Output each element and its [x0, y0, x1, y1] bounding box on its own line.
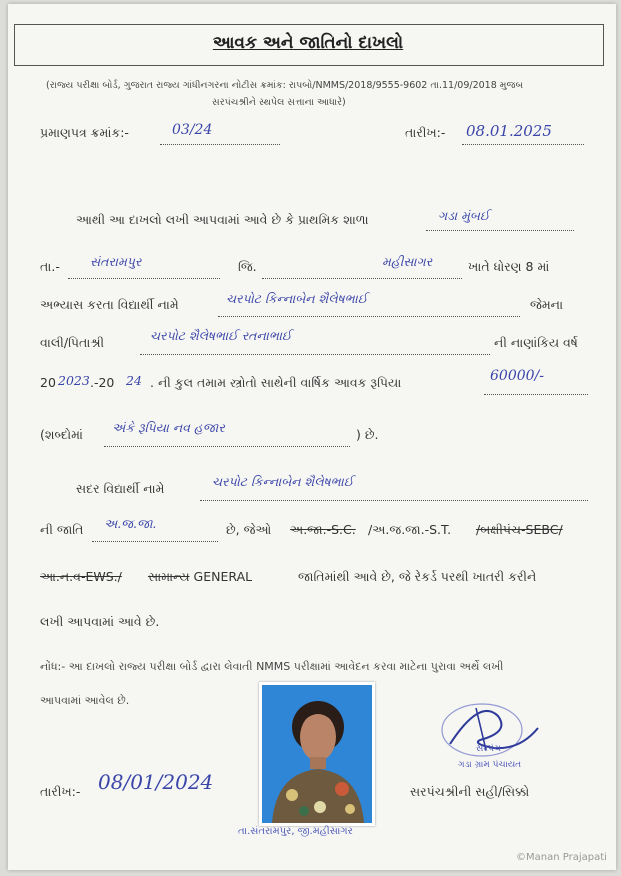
category-st: /અ.જ.જા.-S.T.	[368, 522, 452, 537]
category-general-gu: સામાન્ય	[148, 569, 190, 584]
abhyas-text: અભ્યાસ કરતા વિદ્યાર્થી નામે	[40, 297, 179, 312]
student-name2-value: ચરપોટ કિન્નાબેન શૈલેષભાઈ	[212, 474, 354, 489]
nanakiya-text: ની નાણાંકિય વર્ષ	[494, 335, 578, 350]
sadar-text: સદર વિદ્યાર્થી નામે	[76, 481, 165, 496]
ta-value: સંતરામપુર	[90, 254, 142, 269]
certificate-no-label: પ્રમાણપત્ર ક્રમાંક:-	[40, 125, 129, 140]
category-general: સામાન્ય GENERAL	[148, 569, 253, 584]
school-value: ગડા મુંબઈ	[438, 208, 490, 223]
income-value: 60000/-	[490, 368, 544, 384]
stamp-right-line1: સરપંચ	[476, 744, 501, 754]
category-sebc: /બક્ષીપંચ-SEBC/	[476, 522, 563, 537]
stamp-bottom: તા.સંતરામપુર, જી.મહીસાગર	[238, 826, 353, 837]
year-prefix: 20	[40, 375, 56, 390]
body-line1: આથી આ દાખલો લખી આપવામાં આવે છે કે પ્રાથમિક શાળા	[76, 212, 369, 227]
words-close: ) છે.	[356, 427, 379, 442]
category-sc: અ.જા.-S.C.	[290, 522, 356, 537]
date-top-label: તારીખ:-	[405, 125, 446, 140]
student-photo	[259, 682, 375, 826]
year-end-value: 24	[126, 373, 142, 388]
category-ews: આ.ન.વ-EWS./	[40, 569, 122, 584]
parent-name-value: ચરપોટ શૈલેષભાઈ રતનાભાઈ	[150, 328, 292, 343]
khate-text: ખાતે ધોરણ 8 માં	[468, 259, 550, 274]
year-sep: .-20	[90, 375, 115, 390]
jati-value: અ.જ.જા.	[104, 516, 157, 531]
credit-watermark: ©Manan Prajapati	[516, 852, 607, 863]
ta-label: તા.-	[40, 259, 60, 274]
che-jeo: છે, જેઓ	[226, 522, 272, 537]
words-value: અંકે રૂપિયા નવ હજાર	[112, 420, 225, 435]
student-name-value: ચરપોટ કિન્નાબેન શૈલેષભાઈ	[226, 291, 368, 306]
ji-label: જિ.	[238, 259, 257, 274]
subtitle-line2: સરપંચશ્રીને સ્થપેલ સત્તાના આધારે)	[212, 97, 346, 108]
note-line2: આપવામાં આવેલ છે.	[40, 694, 130, 707]
parent-label: વાલી/પિતાશ્રી	[40, 335, 105, 350]
closing-text: લખી આપવામાં આવે છે.	[40, 614, 160, 629]
certificate-no-value: 03/24	[172, 122, 213, 138]
date-top-value: 08.01.2025	[466, 122, 552, 140]
ji-value: મહીસાગર	[382, 254, 433, 269]
subtitle-line1: (રાજ્ય પરીક્ષા બોર્ડ, ગુજરાત રાજ્ય ગાંધીનગરના નોટીસ ક્રમાંક: રાપબો/NMMS/2018/9555-9602 તા.11/09/2018 મુજબ	[46, 80, 524, 91]
note-line1: નોંધ:- આ દાખલો રાજ્ય પરીક્ષા બોર્ડ દ્વારા લેવાતી NMMS પરીક્ષામાં આવેદન કરવા માટેના પુરાવા અર્થે લખી	[40, 660, 504, 673]
date-bottom-label: તારીખ:-	[40, 784, 81, 799]
sarpanch-signature	[420, 688, 550, 768]
page-title: આવક અને જાતિનો દાખલો	[212, 33, 404, 53]
stamp-right-line2: ગડા ગ્રામ પંચાયત	[458, 760, 522, 770]
jati-end: જાતિમાંથી આવે છે, જે રેકર્ડ પરથી ખાતરી કરીને	[298, 569, 537, 584]
words-label: (શબ્દોમાં	[40, 427, 83, 442]
income-text: . ની કુલ તમામ સ્ત્રોતો સાથેની વાર્ષિક આવક રૂપિયા	[150, 375, 402, 390]
date-bottom-value: 08/01/2024	[98, 770, 214, 794]
jemna-text: જેમના	[530, 297, 564, 312]
student-photo-drawing	[262, 685, 372, 823]
jati-label: ની જાતિ	[40, 522, 84, 537]
year-start-value: 2023	[58, 373, 90, 388]
sarpanch-label: સરપંચશ્રીની સહી/સિક્કો	[410, 784, 530, 799]
